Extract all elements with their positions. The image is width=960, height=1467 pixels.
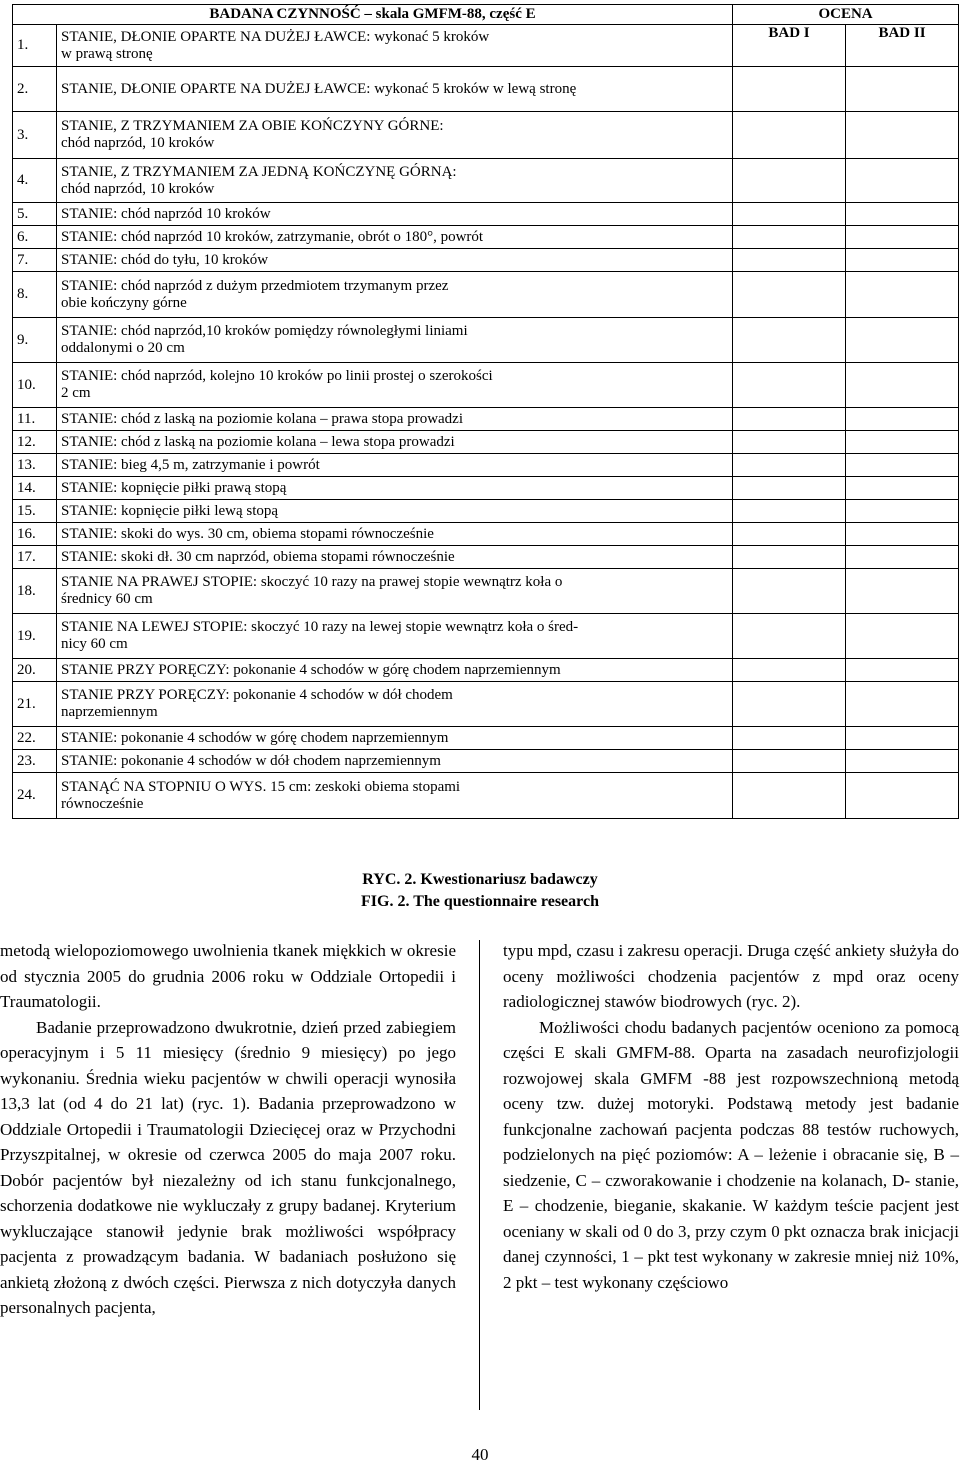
- row-number: 2.: [13, 67, 57, 112]
- row-activity: STANIE, DŁONIE OPARTE NA DUŻEJ ŁAWCE: wykonać 5 kroków w lewą stronę: [57, 67, 733, 112]
- score-cell-bad-1[interactable]: [733, 454, 846, 477]
- row-number: 8.: [13, 272, 57, 318]
- row-number: 18.: [13, 569, 57, 614]
- row-activity: STANIE NA PRAWEJ STOPIE: skoczyć 10 razy na prawej stopie wewnątrz koła o średnicy 60 cm: [57, 569, 733, 614]
- score-cell-bad-2[interactable]: [846, 159, 959, 203]
- row-number: 23.: [13, 750, 57, 773]
- row-number: 3.: [13, 112, 57, 159]
- table-row: [13, 272, 959, 318]
- score-cell-bad-1[interactable]: [733, 112, 846, 159]
- score-cell-bad-1[interactable]: [733, 659, 846, 682]
- table-row: [13, 249, 959, 272]
- score-cell-bad-1[interactable]: [733, 431, 846, 454]
- column-divider: [479, 940, 480, 1410]
- score-cell-bad-2[interactable]: [846, 546, 959, 569]
- row-number: 13.: [13, 454, 57, 477]
- row-activity: STANIE: skoki dł. 30 cm naprzód, obiema stopami równocześnie: [57, 546, 733, 569]
- score-cell-bad-1[interactable]: [733, 363, 846, 408]
- row-number: 6.: [13, 226, 57, 249]
- score-cell-bad-2[interactable]: [846, 272, 959, 318]
- score-cell-bad-2[interactable]: [846, 569, 959, 614]
- table-body: [13, 25, 959, 819]
- row-number: 4.: [13, 159, 57, 203]
- row-number: 16.: [13, 523, 57, 546]
- score-cell-bad-1[interactable]: [733, 500, 846, 523]
- row-number: 1.: [13, 25, 57, 67]
- right-paragraph-2: Możliwości chodu badanych pacjentów oceniono za pomocą części E skali GMFM-88. Oparta na zasadach neurofizjologii rozwojowej skala GMFM -88 jest rozpowszechnioną metodą oceny tzw. dużej motoryki. Podstawą metody jest badanie funkcjonalne zachowań pacjenta podczas 88 testów ruchowych, podzielonych na pięć poziomów: A – leżenie i obracanie się, B – siedzenie, C – czworakowanie i chodzenie na kolanach, D- stanie, E – chodzenie, bieganie, skakanie. W każdym teście pacjent jest oceniany w skali od 0 do 3, przy czym 0 pkt oznacza brak inicjacji danej czynności, 1 – pkt test wykonany w zakresie mniej niż 10%, 2 pkt – test wykonany częściowo: [503, 1017, 959, 1292]
- right-text-column: [503, 938, 959, 1295]
- score-cell-bad-1[interactable]: [733, 249, 846, 272]
- table-row: [13, 25, 959, 67]
- score-cell-bad-2[interactable]: [846, 363, 959, 408]
- table-row: [13, 226, 959, 249]
- figure-caption-en: FIG. 2. The questionnaire research: [361, 893, 599, 910]
- table-row: [13, 454, 959, 477]
- score-cell-bad-2[interactable]: [846, 112, 959, 159]
- row-number: 7.: [13, 249, 57, 272]
- row-activity: STANIE PRZY PORĘCZY: pokonanie 4 schodów w górę chodem naprzemiennym: [57, 659, 733, 682]
- row-activity: STANIE: chód naprzód,10 kroków pomiędzy równoległymi liniami oddalonymi o 20 cm: [57, 318, 733, 363]
- score-cell-bad-1[interactable]: [733, 159, 846, 203]
- score-cell-bad-2[interactable]: [846, 249, 959, 272]
- row-number: 5.: [13, 203, 57, 226]
- score-cell-bad-2[interactable]: [846, 318, 959, 363]
- score-header-bad-2: BAD II: [846, 25, 959, 67]
- table-row: [13, 363, 959, 408]
- row-activity: STANIE, Z TRZYMANIEM ZA OBIE KOŃCZYNY GÓRNE: chód naprzód, 10 kroków: [57, 112, 733, 159]
- row-number: 11.: [13, 408, 57, 431]
- row-activity: STANIE: skoki do wys. 30 cm, obiema stopami równocześnie: [57, 523, 733, 546]
- row-number: 14.: [13, 477, 57, 500]
- score-cell-bad-2[interactable]: [846, 408, 959, 431]
- right-paragraph-1: typu mpd, czasu i zakresu operacji. Druga część ankiety służyła do oceny możliwości chodzenia pacjentów z mpd oraz oceny radiologicznej stawów biodrowych (ryc. 2).: [503, 941, 959, 1011]
- row-number: 24.: [13, 773, 57, 819]
- left-paragraph-2: Badanie przeprowadzono dwukrotnie, dzień przed zabiegiem operacyjnym i 5 11 miesięcy (średnio 9 miesięcy) po jego wykonaniu. Średnia wieku pacjentów w chwili operacji wynosiła 13,3 lat (od 4 do 21 lat) (ryc. 1). Badania przeprowadzono w Oddziale Ortopedii i Traumatologii Dziecięcej oraz w Przychodni Przyszpitalnej, w okresie od czerwca 2005 do maja 2007 roku. Dobór pacjentów był niezależny od ich stanu funkcjonalnego, schorzenia dodatkowe nie wykluczały z grupy badanej. Kryterium wykluczające stanowił jedynie brak możliwości współpracy pacjenta z prowadzącym badania. W badaniach posłużono się ankietą złożoną z dwóch części. Pierwsza z nich dotyczyła danych personalnych pacjenta,: [0, 1017, 456, 1317]
- score-cell-bad-1[interactable]: [733, 318, 846, 363]
- table-row: [13, 569, 959, 614]
- score-cell-bad-1[interactable]: [733, 682, 846, 727]
- score-cell-bad-1[interactable]: [733, 477, 846, 500]
- row-number: 17.: [13, 546, 57, 569]
- table-row: [13, 523, 959, 546]
- score-cell-bad-2[interactable]: [846, 226, 959, 249]
- score-cell-bad-2[interactable]: [846, 454, 959, 477]
- score-cell-bad-2[interactable]: [846, 773, 959, 819]
- table-row: [13, 727, 959, 750]
- row-activity: STANIE: bieg 4,5 m, zatrzymanie i powrót: [57, 454, 733, 477]
- score-cell-bad-1[interactable]: [733, 203, 846, 226]
- score-cell-bad-2[interactable]: [846, 659, 959, 682]
- score-cell-bad-2[interactable]: [846, 203, 959, 226]
- table-row: [13, 773, 959, 819]
- table-row: [13, 477, 959, 500]
- table-row: [13, 431, 959, 454]
- row-activity: STANIE: pokonanie 4 schodów w górę chodem naprzemiennym: [57, 727, 733, 750]
- row-activity: STANIE: chód naprzód, kolejno 10 kroków po linii prostej o szerokości 2 cm: [57, 363, 733, 408]
- score-cell-bad-1[interactable]: [733, 750, 846, 773]
- table-header-ocena: OCENA: [733, 5, 959, 25]
- table-row: [13, 318, 959, 363]
- score-cell-bad-1[interactable]: [733, 523, 846, 546]
- left-paragraph-1: metodą wielopoziomowego uwolnienia tkanek miękkich w okresie od stycznia 2005 do grudnia 2006 roku w Oddziale Ortopedii i Traumatologii.: [0, 941, 456, 1011]
- table-row: [13, 682, 959, 727]
- left-text-column: [0, 938, 456, 1321]
- row-number: 22.: [13, 727, 57, 750]
- row-activity: STANIE: kopnięcie piłki lewą stopą: [57, 500, 733, 523]
- score-cell-bad-2[interactable]: [846, 750, 959, 773]
- row-activity: STANIE NA LEWEJ STOPIE: skoczyć 10 razy na lewej stopie wewnątrz koła o śred- nicy 60 cm: [57, 614, 733, 659]
- row-activity: STANIE: chód do tyłu, 10 kroków: [57, 249, 733, 272]
- row-activity: STANĄĆ NA STOPNIU O WYS. 15 cm: zeskoki obiema stopami równocześnie: [57, 773, 733, 819]
- row-number: 19.: [13, 614, 57, 659]
- table-row: [13, 203, 959, 226]
- page-number: 40: [471, 1445, 489, 1464]
- row-activity: STANIE: pokonanie 4 schodów w dół chodem naprzemiennym: [57, 750, 733, 773]
- row-activity: STANIE: chód z laską na poziomie kolana – lewa stopa prowadzi: [57, 431, 733, 454]
- row-activity: STANIE: chód z laską na poziomie kolana – prawa stopa prowadzi: [57, 408, 733, 431]
- score-cell-bad-2[interactable]: [846, 67, 959, 112]
- score-cell-bad-2[interactable]: [846, 431, 959, 454]
- table-row: [13, 67, 959, 112]
- score-cell-bad-1[interactable]: [733, 272, 846, 318]
- score-header-bad-1: BAD I: [733, 25, 846, 67]
- figure-caption-pl: RYC. 2. Kwestionariusz badawczy: [362, 871, 598, 888]
- score-cell-bad-1[interactable]: [733, 727, 846, 750]
- score-cell-bad-2[interactable]: [846, 614, 959, 659]
- table-row: [13, 159, 959, 203]
- score-cell-bad-1[interactable]: [733, 614, 846, 659]
- table-row: [13, 546, 959, 569]
- score-cell-bad-1[interactable]: [733, 226, 846, 249]
- table-row: [13, 500, 959, 523]
- table-header-row-1: [13, 5, 959, 25]
- row-activity: STANIE: chód naprzód 10 kroków, zatrzymanie, obrót o 180°, powrót: [57, 226, 733, 249]
- row-activity: STANIE, DŁONIE OPARTE NA DUŻEJ ŁAWCE: wykonać 5 kroków w prawą stronę: [57, 25, 733, 67]
- row-number: 21.: [13, 682, 57, 727]
- row-activity: STANIE PRZY PORĘCZY: pokonanie 4 schodów w dół chodem naprzemiennym: [57, 682, 733, 727]
- score-cell-bad-2[interactable]: [846, 727, 959, 750]
- row-number: 20.: [13, 659, 57, 682]
- row-activity: STANIE, Z TRZYMANIEM ZA JEDNĄ KOŃCZYNĘ GÓRNĄ: chód naprzód, 10 kroków: [57, 159, 733, 203]
- row-activity: STANIE: chód naprzód z dużym przedmiotem trzymanym przez obie kończyny górne: [57, 272, 733, 318]
- table-row: [13, 614, 959, 659]
- table-row: [13, 750, 959, 773]
- score-cell-bad-1[interactable]: [733, 546, 846, 569]
- score-cell-bad-1[interactable]: [733, 773, 846, 819]
- score-cell-bad-2[interactable]: [846, 477, 959, 500]
- score-cell-bad-2[interactable]: [846, 500, 959, 523]
- row-activity: STANIE: kopnięcie piłki prawą stopą: [57, 477, 733, 500]
- table-header-title: BADANA CZYNNOŚĆ – skala GMFM-88, część E: [13, 5, 733, 25]
- table-row: [13, 408, 959, 431]
- score-cell-bad-1[interactable]: [733, 408, 846, 431]
- row-number: 9.: [13, 318, 57, 363]
- table-row: [13, 112, 959, 159]
- gmfm-table-container: [12, 4, 958, 819]
- row-number: 10.: [13, 363, 57, 408]
- table-row: [13, 659, 959, 682]
- row-activity: STANIE: chód naprzód 10 kroków: [57, 203, 733, 226]
- row-number: 12.: [13, 431, 57, 454]
- gmfm-table: [12, 4, 959, 819]
- row-number: 15.: [13, 500, 57, 523]
- score-cell-bad-1[interactable]: [733, 67, 846, 112]
- score-cell-bad-1[interactable]: [733, 569, 846, 614]
- score-cell-bad-2[interactable]: [846, 523, 959, 546]
- score-cell-bad-2[interactable]: [846, 682, 959, 727]
